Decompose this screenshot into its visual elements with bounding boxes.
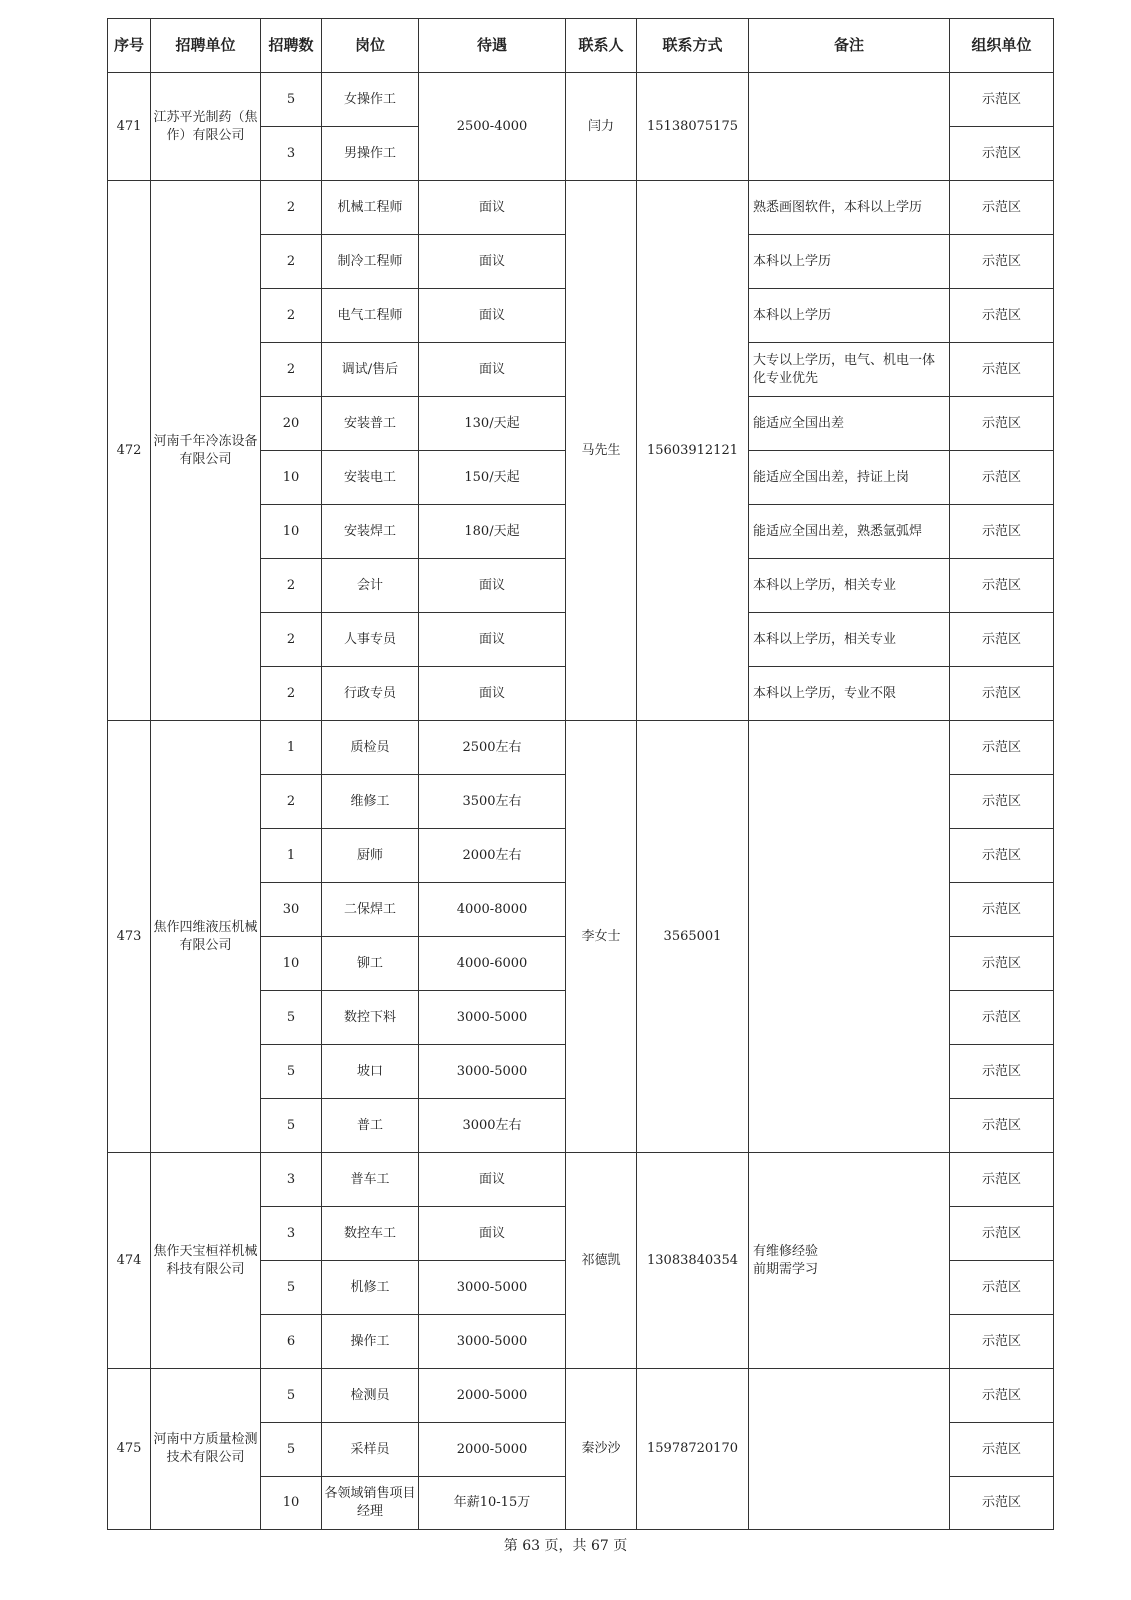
job-title: 安装普工 [322, 397, 419, 451]
job-title: 安装电工 [322, 451, 419, 505]
job-salary: 130/天起 [419, 397, 566, 451]
job-count: 5 [261, 1369, 322, 1423]
job-note: 本科以上学历，相关专业 [749, 613, 950, 667]
job-title: 坡口 [322, 1045, 419, 1099]
job-title: 厨师 [322, 829, 419, 883]
company-name: 焦作四维液压机械有限公司 [151, 721, 261, 1153]
organizer: 示范区 [950, 1315, 1054, 1369]
col-header-position: 岗位 [322, 19, 419, 73]
job-count: 3 [261, 127, 322, 181]
job-title: 制冷工程师 [322, 235, 419, 289]
col-header-salary: 待遇 [419, 19, 566, 73]
organizer: 示范区 [950, 1099, 1054, 1153]
col-header-index: 序号 [108, 19, 151, 73]
job-title: 检测员 [322, 1369, 419, 1423]
job-title: 数控下料 [322, 991, 419, 1045]
job-title: 人事专员 [322, 613, 419, 667]
job-note: 熟悉画图软件，本科以上学历 [749, 181, 950, 235]
job-salary: 面议 [419, 613, 566, 667]
job-title: 二保焊工 [322, 883, 419, 937]
job-salary: 面议 [419, 1153, 566, 1207]
job-count: 2 [261, 343, 322, 397]
organizer: 示范区 [950, 775, 1054, 829]
job-title: 各领域销售项目经理 [322, 1477, 419, 1530]
organizer: 示范区 [950, 505, 1054, 559]
company-name: 河南千年冷冻设备有限公司 [151, 181, 261, 721]
company-name: 江苏平光制药（焦作）有限公司 [151, 73, 261, 181]
organizer: 示范区 [950, 991, 1054, 1045]
organizer: 示范区 [950, 613, 1054, 667]
organizer: 示范区 [950, 127, 1054, 181]
company-name: 焦作天宝桓祥机械科技有限公司 [151, 1153, 261, 1369]
job-salary: 3000-5000 [419, 1315, 566, 1369]
job-title: 铆工 [322, 937, 419, 991]
organizer: 示范区 [950, 181, 1054, 235]
job-salary: 180/天起 [419, 505, 566, 559]
job-note: 本科以上学历，相关专业 [749, 559, 950, 613]
job-title: 采样员 [322, 1423, 419, 1477]
company-id: 474 [108, 1153, 151, 1369]
job-salary: 3000左右 [419, 1099, 566, 1153]
header-row [108, 19, 1054, 73]
company-id: 473 [108, 721, 151, 1153]
job-note: 能适应全国出差，持证上岗 [749, 451, 950, 505]
job-count: 1 [261, 829, 322, 883]
job-title: 调试/售后 [322, 343, 419, 397]
job-count: 2 [261, 667, 322, 721]
job-salary: 3000-5000 [419, 991, 566, 1045]
job-count: 3 [261, 1153, 322, 1207]
job-salary: 3000-5000 [419, 1045, 566, 1099]
contact-person: 李女士 [566, 721, 637, 1153]
note-line: 前期需学习 [753, 1261, 819, 1277]
organizer: 示范区 [950, 397, 1054, 451]
job-salary: 面议 [419, 289, 566, 343]
organizer: 示范区 [950, 1261, 1054, 1315]
job-count: 5 [261, 991, 322, 1045]
job-title: 数控车工 [322, 1207, 419, 1261]
job-title: 会计 [322, 559, 419, 613]
job-salary: 面议 [419, 181, 566, 235]
job-salary: 2500-4000 [419, 73, 566, 181]
job-salary: 2500左右 [419, 721, 566, 775]
col-header-phone: 联系方式 [637, 19, 749, 73]
table-row [108, 1369, 1054, 1423]
job-count: 2 [261, 181, 322, 235]
job-count: 5 [261, 1261, 322, 1315]
organizer: 示范区 [950, 883, 1054, 937]
organizer: 示范区 [950, 721, 1054, 775]
contact-phone: 15138075175 [637, 73, 749, 181]
contact-person: 闫力 [566, 73, 637, 181]
job-salary: 面议 [419, 559, 566, 613]
job-count: 20 [261, 397, 322, 451]
job-count: 2 [261, 775, 322, 829]
job-salary: 2000-5000 [419, 1423, 566, 1477]
job-salary: 2000左右 [419, 829, 566, 883]
job-salary: 150/天起 [419, 451, 566, 505]
job-note: 大专以上学历，电气、机电一体化专业优先 [749, 343, 950, 397]
organizer: 示范区 [950, 559, 1054, 613]
job-note: 本科以上学历 [749, 235, 950, 289]
job-salary: 年薪10-15万 [419, 1477, 566, 1530]
col-header-count: 招聘数 [261, 19, 322, 73]
job-count: 30 [261, 883, 322, 937]
job-salary: 面议 [419, 343, 566, 397]
contact-person: 马先生 [566, 181, 637, 721]
job-salary: 面议 [419, 235, 566, 289]
organizer: 示范区 [950, 73, 1054, 127]
job-count: 3 [261, 1207, 322, 1261]
note-line: 有维修经验 [753, 1243, 819, 1259]
job-count: 5 [261, 1099, 322, 1153]
job-note [749, 73, 950, 181]
job-title: 行政专员 [322, 667, 419, 721]
job-note: 能适应全国出差，熟悉氩弧焊 [749, 505, 950, 559]
col-header-contact: 联系人 [566, 19, 637, 73]
page-footer: 第 63 页，共 67 页 [503, 1538, 628, 1554]
col-header-company: 招聘单位 [151, 19, 261, 73]
table-row [108, 73, 1054, 127]
organizer: 示范区 [950, 235, 1054, 289]
col-header-notes: 备注 [749, 19, 950, 73]
organizer: 示范区 [950, 343, 1054, 397]
job-count: 5 [261, 1423, 322, 1477]
contact-phone: 3565001 [637, 721, 749, 1153]
job-title: 安装焊工 [322, 505, 419, 559]
contact-phone: 15603912121 [637, 181, 749, 721]
job-title: 女操作工 [322, 73, 419, 127]
job-count: 1 [261, 721, 322, 775]
contact-person: 秦沙沙 [566, 1369, 637, 1530]
contact-person: 祁德凯 [566, 1153, 637, 1369]
contact-phone: 15978720170 [637, 1369, 749, 1530]
table-row [108, 181, 1054, 235]
job-note: 本科以上学历 [749, 289, 950, 343]
job-count: 5 [261, 1045, 322, 1099]
organizer: 示范区 [950, 1045, 1054, 1099]
organizer: 示范区 [950, 289, 1054, 343]
organizer: 示范区 [950, 829, 1054, 883]
job-note [749, 1369, 950, 1530]
job-salary: 4000-6000 [419, 937, 566, 991]
company-id: 475 [108, 1369, 151, 1530]
job-title: 机修工 [322, 1261, 419, 1315]
organizer: 示范区 [950, 667, 1054, 721]
company-id: 472 [108, 181, 151, 721]
job-title: 普车工 [322, 1153, 419, 1207]
organizer: 示范区 [950, 1207, 1054, 1261]
job-title: 质检员 [322, 721, 419, 775]
job-title: 维修工 [322, 775, 419, 829]
job-salary: 3500左右 [419, 775, 566, 829]
job-count: 2 [261, 559, 322, 613]
organizer: 示范区 [950, 1477, 1054, 1530]
organizer: 示范区 [950, 1423, 1054, 1477]
table-row [108, 721, 1054, 775]
job-note [749, 1153, 950, 1369]
job-count: 2 [261, 613, 322, 667]
company-name: 河南中方质量检测技术有限公司 [151, 1369, 261, 1530]
job-salary: 面议 [419, 1207, 566, 1261]
job-title: 机械工程师 [322, 181, 419, 235]
job-count: 10 [261, 1477, 322, 1530]
job-count: 5 [261, 73, 322, 127]
job-note: 本科以上学历，专业不限 [749, 667, 950, 721]
job-note: 能适应全国出差 [749, 397, 950, 451]
recruitment-table [107, 18, 1054, 1530]
job-count: 10 [261, 451, 322, 505]
job-note [749, 721, 950, 1153]
organizer: 示范区 [950, 451, 1054, 505]
job-count: 10 [261, 937, 322, 991]
job-title: 操作工 [322, 1315, 419, 1369]
table-row [108, 1153, 1054, 1207]
organizer: 示范区 [950, 1369, 1054, 1423]
job-count: 2 [261, 235, 322, 289]
job-title: 男操作工 [322, 127, 419, 181]
contact-phone: 13083840354 [637, 1153, 749, 1369]
job-title: 电气工程师 [322, 289, 419, 343]
col-header-organizer: 组织单位 [950, 19, 1054, 73]
company-id: 471 [108, 73, 151, 181]
job-salary: 2000-5000 [419, 1369, 566, 1423]
job-title: 普工 [322, 1099, 419, 1153]
organizer: 示范区 [950, 937, 1054, 991]
job-count: 10 [261, 505, 322, 559]
organizer: 示范区 [950, 1153, 1054, 1207]
job-salary: 4000-8000 [419, 883, 566, 937]
job-salary: 3000-5000 [419, 1261, 566, 1315]
job-count: 6 [261, 1315, 322, 1369]
job-salary: 面议 [419, 667, 566, 721]
job-count: 2 [261, 289, 322, 343]
